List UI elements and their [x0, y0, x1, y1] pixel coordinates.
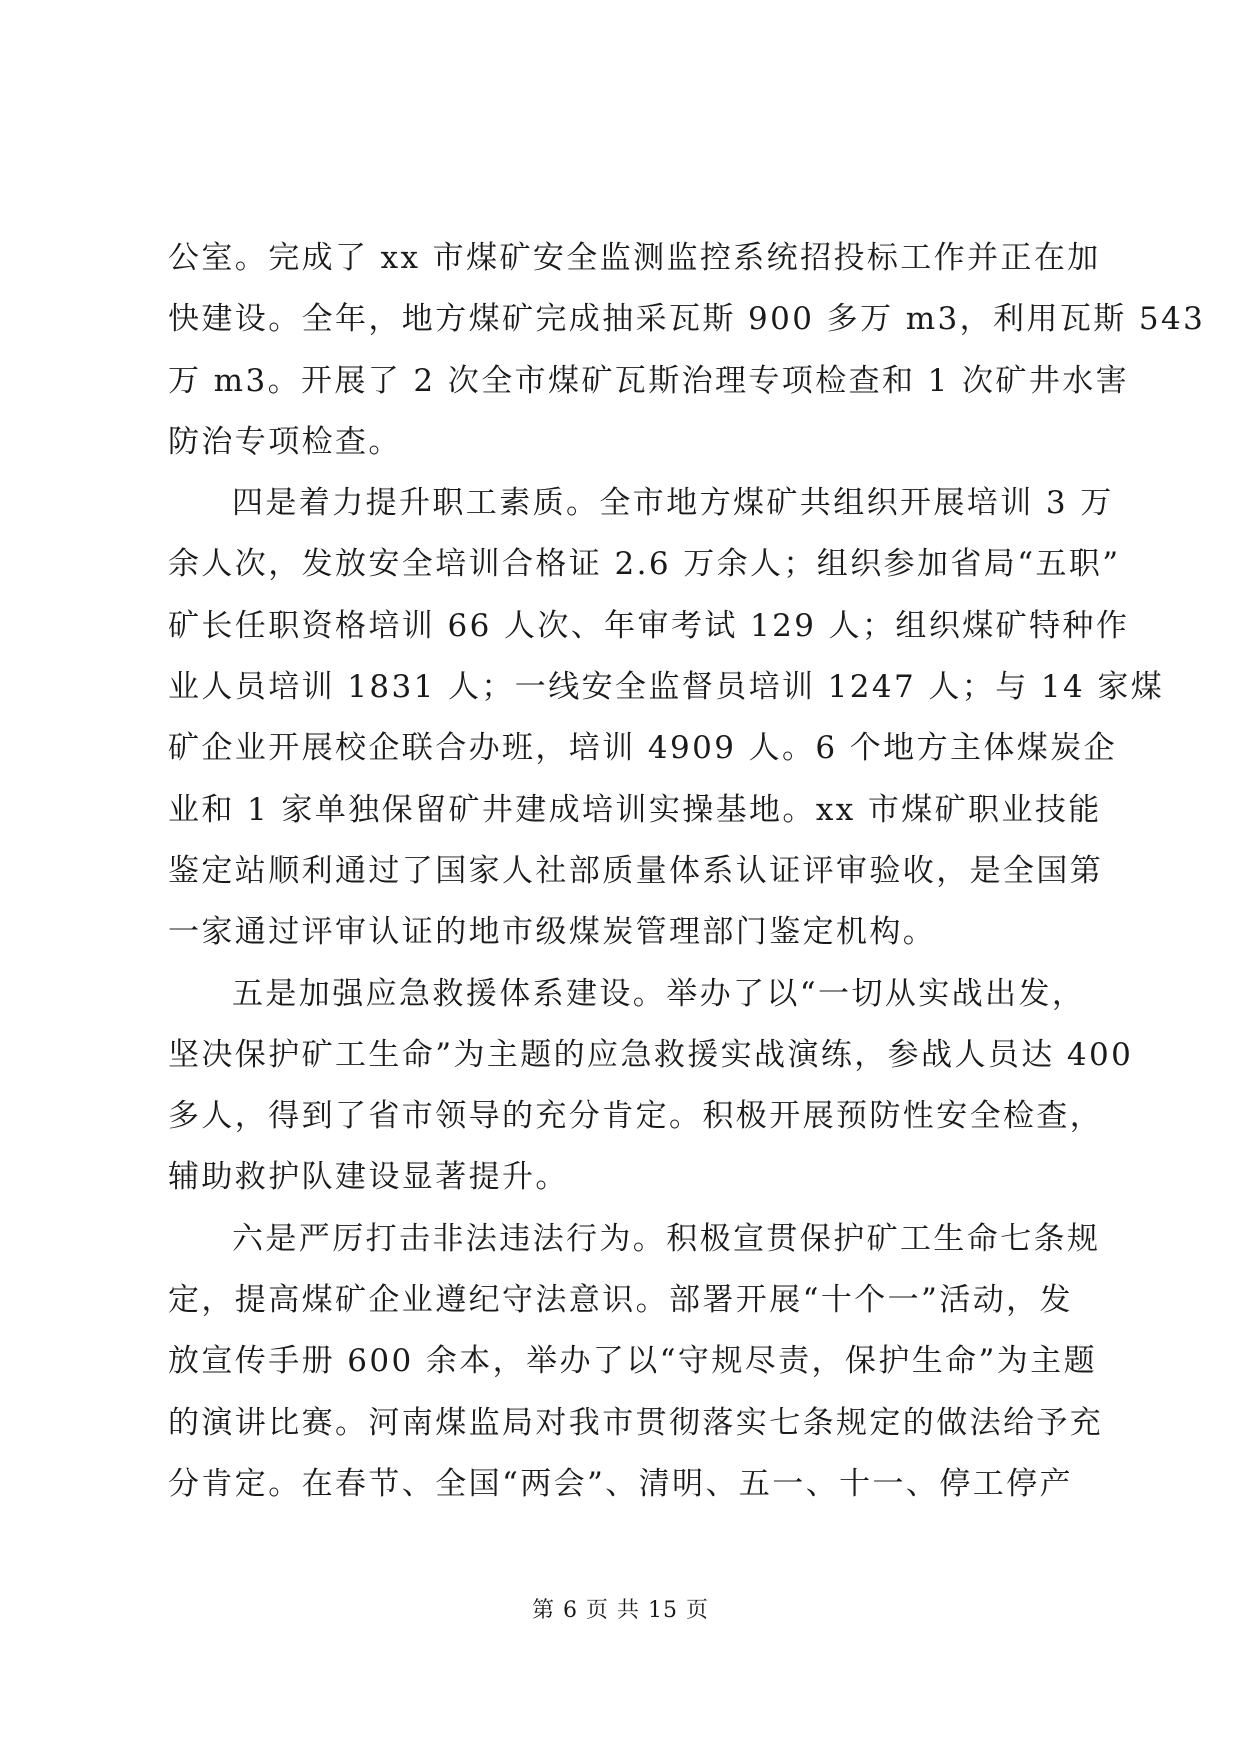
paragraph-start-line: 四是着力提升职工素质。全市地方煤矿共组织开展培训 3 万 — [232, 485, 1114, 522]
text-line: 鉴定站顺利通过了国家人社部质量体系认证评审验收，是全国第 — [168, 852, 1104, 889]
text-line: 业和 1 家单独保留矿井建成培训实操基地。xx 市煤矿职业技能 — [168, 791, 1102, 828]
page-number: 第 6 页 共 15 页 — [532, 1598, 709, 1623]
text-line: 防治专项检查。 — [168, 423, 402, 460]
paragraph-start-line: 六是严厉打击非法违法行为。积极宣贯保护矿工生命七条规 — [232, 1220, 1101, 1257]
text-line: 定，提高煤矿企业遵纪守法意识。部署开展“十个一”活动，发 — [168, 1282, 1073, 1319]
paragraph-start-line: 五是加强应急救援体系建设。举办了以“一切从实战出发， — [232, 975, 1086, 1012]
text-line: 放宣传手册 600 余本，举办了以“守规尽责，保护生命”为主题 — [168, 1343, 1097, 1380]
text-line: 坚决保护矿工生命”为主题的应急救援实战演练，参战人员达 400 — [168, 1036, 1134, 1073]
text-line: 矿企业开展校企联合办班，培训 4909 人。6 个地方主体煤炭企 — [168, 730, 1117, 767]
text-line: 快建设。全年，地方煤矿完成抽采瓦斯 900 多万 m3，利用瓦斯 543 — [168, 301, 1206, 338]
text-line: 分肯定。在春节、全国“两会”、清明、五一、十一、停工停产 — [168, 1465, 1073, 1502]
text-line: 矿长任职资格培训 66 人次、年审考试 129 人；组织煤矿特种作 — [168, 607, 1130, 644]
text-line: 的演讲比赛。河南煤监局对我市贯彻落实七条规定的做法给予充 — [168, 1404, 1104, 1441]
text-line: 公室。完成了 xx 市煤矿安全监测监控系统招投标工作并正在加 — [168, 240, 1101, 276]
text-line: 多人，得到了省市领导的充分肯定。积极开展预防性安全检查， — [168, 1098, 1104, 1135]
text-line: 业人员培训 1831 人；一线安全监督员培训 1247 人；与 14 家煤 — [168, 669, 1165, 706]
text-line: 余人次，发放安全培训合格证 2.6 万余人；组织参加省局“五职” — [168, 546, 1121, 583]
text-line: 一家通过评审认证的地市级煤炭管理部门鉴定机构。 — [168, 914, 937, 951]
document-body — [168, 228, 1206, 1515]
text-line: 万 m3。开展了 2 次全市煤矿瓦斯治理专项检查和 1 次矿井水害 — [168, 362, 1130, 399]
text-line: 辅助救护队建设显著提升。 — [168, 1159, 569, 1196]
